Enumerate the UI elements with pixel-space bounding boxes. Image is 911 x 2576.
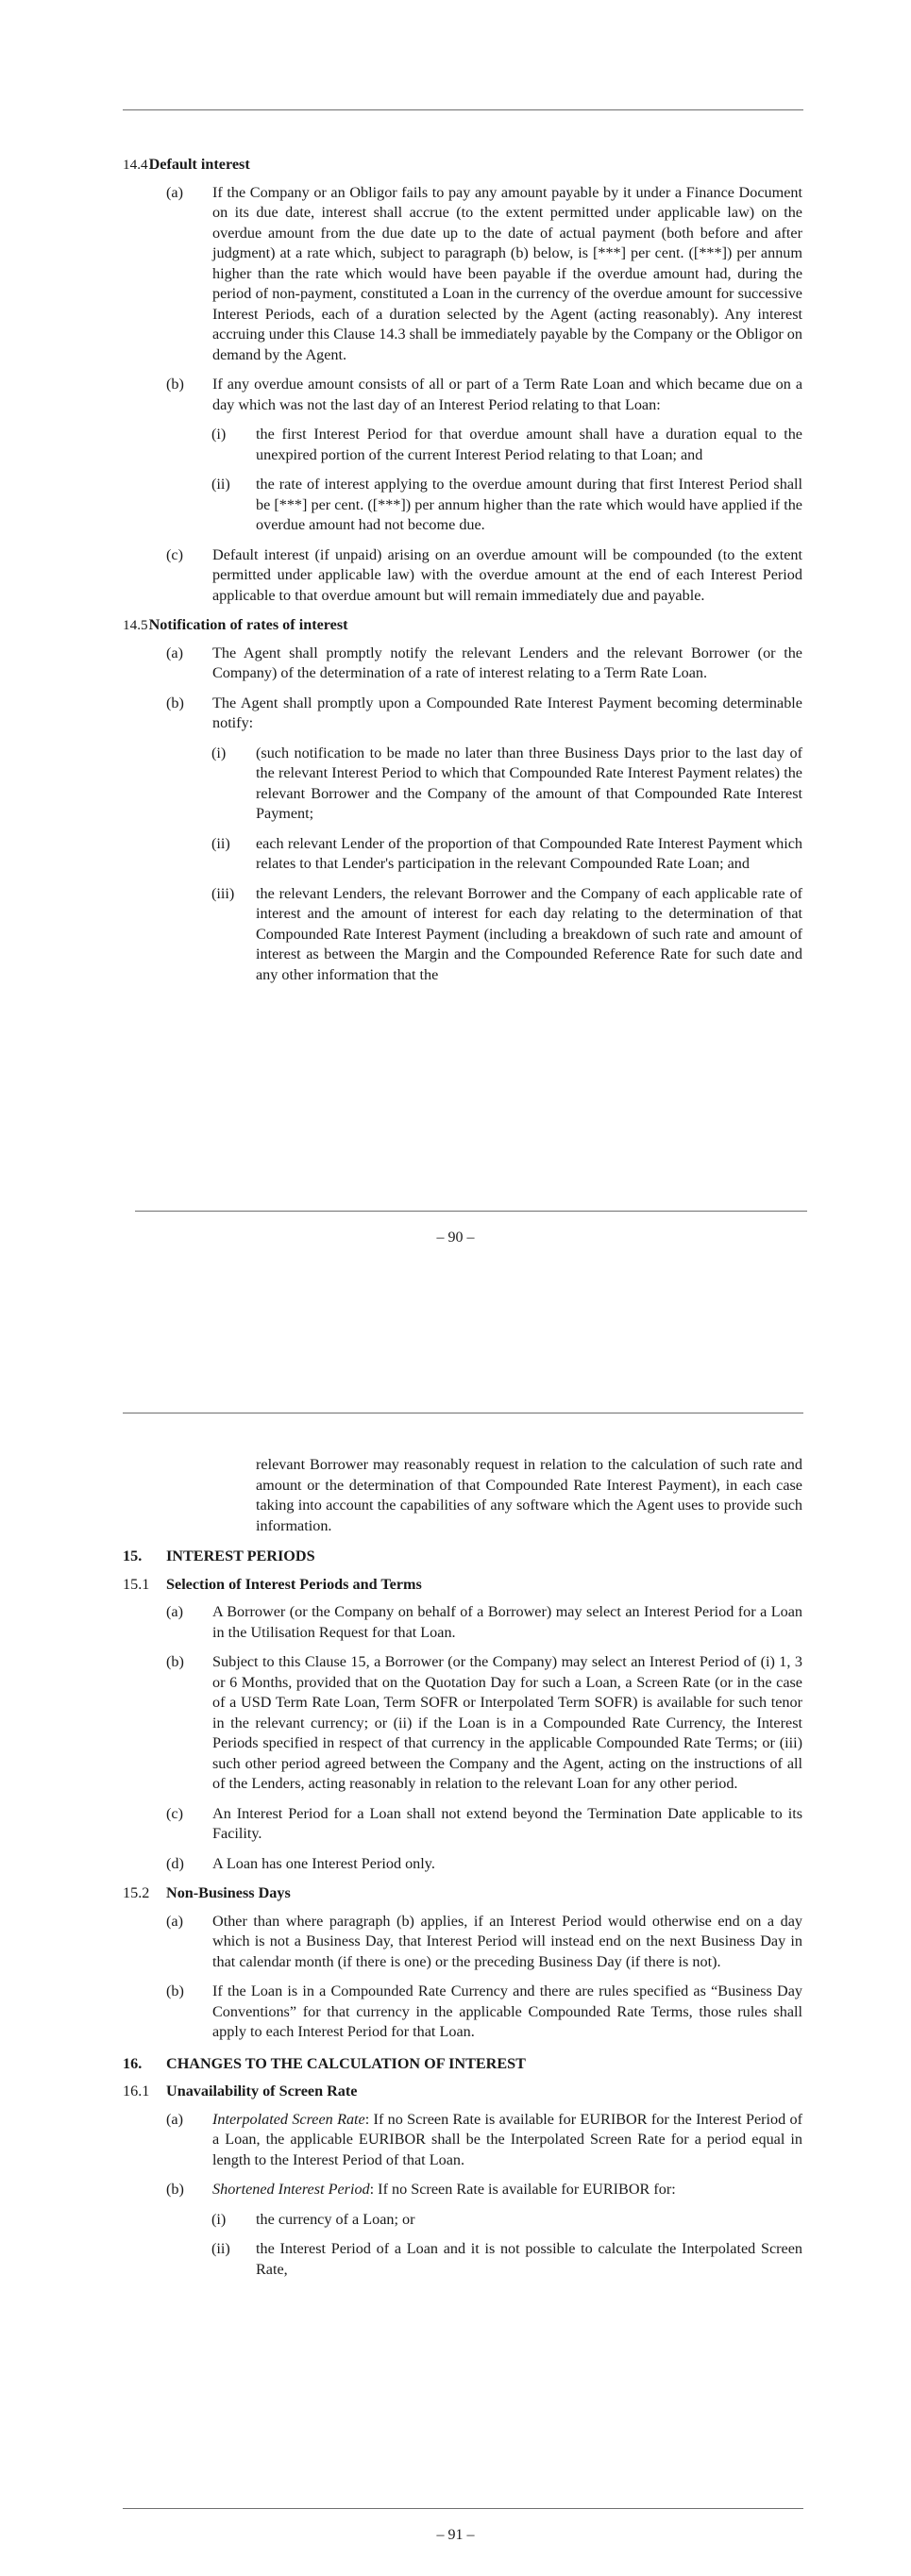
- subparagraph-label: (ii): [211, 2240, 230, 2257]
- clause-title: INTEREST PERIODS: [166, 1547, 315, 1564]
- subparagraph-text: the currency of a Loan; or: [256, 2210, 415, 2228]
- paragraph-text: An Interest Period for a Loan shall not extend beyond the Termination Date applicable to its Facility.: [212, 1804, 802, 1842]
- paragraph-14-4-b: [0, 375, 802, 415]
- paragraph-text: : If no Screen Rate is available for EURIBOR for the Interest Period of a Loan, the applicable EURIBOR shall be the Interpolated Screen Rate for a period equal in length to the Interest Period of that Loan.: [212, 2110, 803, 2168]
- paragraph-15-1-a: [0, 1602, 802, 1643]
- clause-title: CHANGES TO THE CALCULATION OF INTEREST: [166, 2054, 526, 2072]
- section-title: Non-Business Days: [166, 1884, 291, 1901]
- page-number-90: – 90 –: [436, 1229, 475, 1246]
- defined-term: Interpolated Screen Rate: [212, 2110, 365, 2128]
- defined-term: Shortened Interest Period: [212, 2181, 370, 2198]
- clause-16-heading: [0, 2054, 911, 2075]
- paragraph-label: (b): [166, 376, 184, 393]
- section-14-4-heading: [123, 155, 911, 176]
- paragraph-14-4-a: [0, 183, 802, 366]
- subparagraph-text: the rate of interest applying to the overdue amount during that first Interest Period shall be [***] per cent. ([***]) per annum higher than the rate which would have applied if the overdue amount had not become due.: [256, 476, 802, 533]
- page-91: [0, 1455, 911, 2280]
- paragraph-text: The Agent shall promptly notify the relevant Lenders and the relevant Borrower (or the Company) of the determination of a rate of interest relating to a Term Rate Loan.: [212, 644, 802, 681]
- paragraph-label: (b): [166, 2181, 184, 2198]
- subparagraph-14-4-b-ii: [0, 475, 802, 536]
- paragraph-text: Default interest (if unpaid) arising on an overdue amount will be compounded (to the extent permitted under applicable law) with the overdue amount at the end of each Interest Period applicable to that overdue amount but will remain immediately due and payable.: [212, 545, 802, 604]
- page-90-footer-rule: [135, 1211, 807, 1212]
- paragraph-text: If the Company or an Obligor fails to pay any amount payable by it under a Finance Document on its due date, interest shall accrue (to the extent permitted under applicable law) on the overdue amount from the due date up to the date of actual payment (both before and after judgment) at a rate which, subject to paragraph (b) below, is [***] per cent. ([***]) per annum higher than the rate which would have been payable if the overdue amount had, during the period of non-payment, constituted a Loan in the currency of the overdue amount for successive Interest Periods, each of a duration selected by the Agent (acting reasonably). Any interest accruing under this Clause 14.3 shall be immediately payable by the Company or the Obligor on demand by the Agent.: [212, 183, 802, 363]
- paragraph-14-5-a: [0, 644, 802, 684]
- paragraph-text: A Borrower (or the Company on behalf of a Borrower) may select an Interest Period for a Loan in the Utilisation Request for that Loan.: [212, 1603, 802, 1641]
- paragraph-15-2-b: [0, 1982, 802, 2043]
- section-title: Default interest: [148, 156, 250, 173]
- paragraph-14-5-b: [0, 694, 802, 734]
- paragraph-16-1-b: [0, 2180, 802, 2200]
- continuation-paragraph: [0, 1455, 802, 1536]
- subparagraph-14-5-b-i: [0, 744, 802, 825]
- paragraph-text: The Agent shall promptly upon a Compounded Rate Interest Payment becoming determinable notify:: [212, 694, 802, 731]
- paragraph-label: (a): [166, 183, 183, 201]
- paragraph-text: Other than where paragraph (b) applies, if an Interest Period would otherwise end on a day which is not a Business Day, that Interest Period will instead end on the next Business Day in that calendar month (if there is one) or the preceding Business Day (if there is not).: [212, 1912, 802, 1970]
- section-title: Unavailability of Screen Rate: [166, 2083, 358, 2099]
- paragraph-text: If the Loan is in a Compounded Rate Currency and there are rules specified as “Business Day Conventions” for that currency in the applicable Compounded Rate Terms, those rules shall apply to each Interest Period for that Loan.: [212, 1982, 802, 2040]
- subparagraph-label: (i): [211, 2210, 227, 2228]
- subparagraph-14-5-b-iii: [0, 884, 802, 986]
- section-15-2-heading: [0, 1883, 911, 1904]
- paragraph-label: (c): [166, 1804, 183, 1822]
- paragraph-15-1-d: [0, 1854, 802, 1875]
- section-15-1-heading: [0, 1575, 911, 1596]
- paragraph-text: If any overdue amount consists of all or part of a Term Rate Loan and which became due on a day which was not the last day of an Interest Period relating to that Loan:: [212, 376, 802, 413]
- subparagraph-text: (such notification to be made no later than three Business Days prior to the last day of the relevant Interest Period to which that Compounded Rate Interest Payment relates) the relevant Borrower and the Company of the amount of that Compounded Rate Interest Payment;: [256, 744, 802, 822]
- page-top-rule: [123, 109, 803, 110]
- subparagraph-text: the Interest Period of a Loan and it is not possible to calculate the Interpolated Screen Rate,: [256, 2240, 802, 2278]
- continuation-text: relevant Borrower may reasonably request in relation to the calculation of such rate and amount or the determination of that Compounded Rate Interest Payment), in each case taking into account the capabilities of any software which the Agent uses to provide such information.: [256, 1456, 802, 1534]
- clause-15-heading: [0, 1547, 911, 1567]
- paragraph-15-1-b: [0, 1652, 802, 1795]
- paragraph-text: Subject to this Clause 15, a Borrower (or the Company) may select an Interest Period of (i) 1, 3 or 6 Months, provided that on the Quotation Day for such a Loan, a Screen Rate (or in the case of a USD Term Rate Loan, Term SOFR or Interpolated Term SOFR) is available for such tenor in the relevant currency; or (ii) if the Loan is in a Compounded Rate Currency, the Interest Periods specified in respect of that currency in the applicable Compounded Rate Terms; or (iii) such other period agreed between the Company and the Agent, acting on the instructions of all of the Lenders, acting reasonably in relation to the relevant Loan for any other period.: [212, 1653, 802, 1792]
- section-number: 16.1: [123, 2083, 150, 2099]
- page-91-footer-rule: [123, 2508, 803, 2509]
- paragraph-text: : If no Screen Rate is available for EURIBOR for:: [369, 2181, 676, 2198]
- clause-number: 16.: [123, 2054, 143, 2072]
- page-number-91: – 91 –: [436, 2527, 475, 2543]
- subparagraph-label: (ii): [211, 834, 230, 852]
- section-title: Selection of Interest Periods and Terms: [166, 1575, 422, 1593]
- clause-number: 15.: [123, 1547, 143, 1564]
- subparagraph-text: each relevant Lender of the proportion of that Compounded Rate Interest Payment which relates to that Lender's participation in the relevant Compounded Rate Loan; and: [256, 834, 802, 872]
- paragraph-label: (b): [166, 694, 184, 711]
- paragraph-label: (c): [166, 545, 183, 563]
- paragraph-label: (b): [166, 1653, 184, 1670]
- subparagraph-label: (i): [211, 744, 227, 761]
- section-number: 15.1: [123, 1575, 150, 1593]
- paragraph-label: (a): [166, 644, 183, 661]
- section-title: Notification of rates of interest: [148, 616, 348, 633]
- paragraph-14-4-c: [0, 545, 802, 607]
- subparagraph-label: (i): [211, 426, 227, 443]
- section-16-1-heading: [0, 2082, 911, 2102]
- subparagraph-text: the first Interest Period for that overdue amount shall have a duration equal to the unexpired portion of the current Interest Period relating to that Loan; and: [256, 426, 802, 463]
- subparagraph-text: the relevant Lenders, the relevant Borrower and the Company of each applicable rate of interest and the amount of interest for each day relating to the determination of that Compounded Rate Interest Payment (including a breakdown of such rate and amount of interest as between the Margin and the Compounded Reference Rate for such date and any other information that the: [256, 884, 802, 983]
- paragraph-label: (d): [166, 1854, 184, 1872]
- paragraph-text: A Loan has one Interest Period only.: [212, 1854, 435, 1872]
- paragraph-15-1-c: [0, 1804, 802, 1845]
- section-14-5-heading: [123, 615, 911, 636]
- subparagraph-label: (iii): [211, 884, 235, 902]
- paragraph-label: (b): [166, 1982, 184, 1999]
- paragraph-label: (a): [166, 1603, 183, 1620]
- section-number: 15.2: [123, 1884, 150, 1901]
- paragraph-label: (a): [166, 1912, 183, 1930]
- page-90: [0, 155, 911, 985]
- subparagraph-16-1-b-i: [0, 2210, 802, 2231]
- paragraph-16-1-a: [0, 2110, 802, 2171]
- subparagraph-16-1-b-ii: [0, 2239, 802, 2280]
- section-number: 14.4: [123, 157, 148, 173]
- section-number: 14.5: [123, 617, 148, 633]
- subparagraph-label: (ii): [211, 476, 230, 493]
- paragraph-label: (a): [166, 2110, 183, 2128]
- subparagraph-14-4-b-i: [0, 425, 802, 465]
- subparagraph-14-5-b-ii: [0, 834, 802, 875]
- paragraph-15-2-a: [0, 1912, 802, 1973]
